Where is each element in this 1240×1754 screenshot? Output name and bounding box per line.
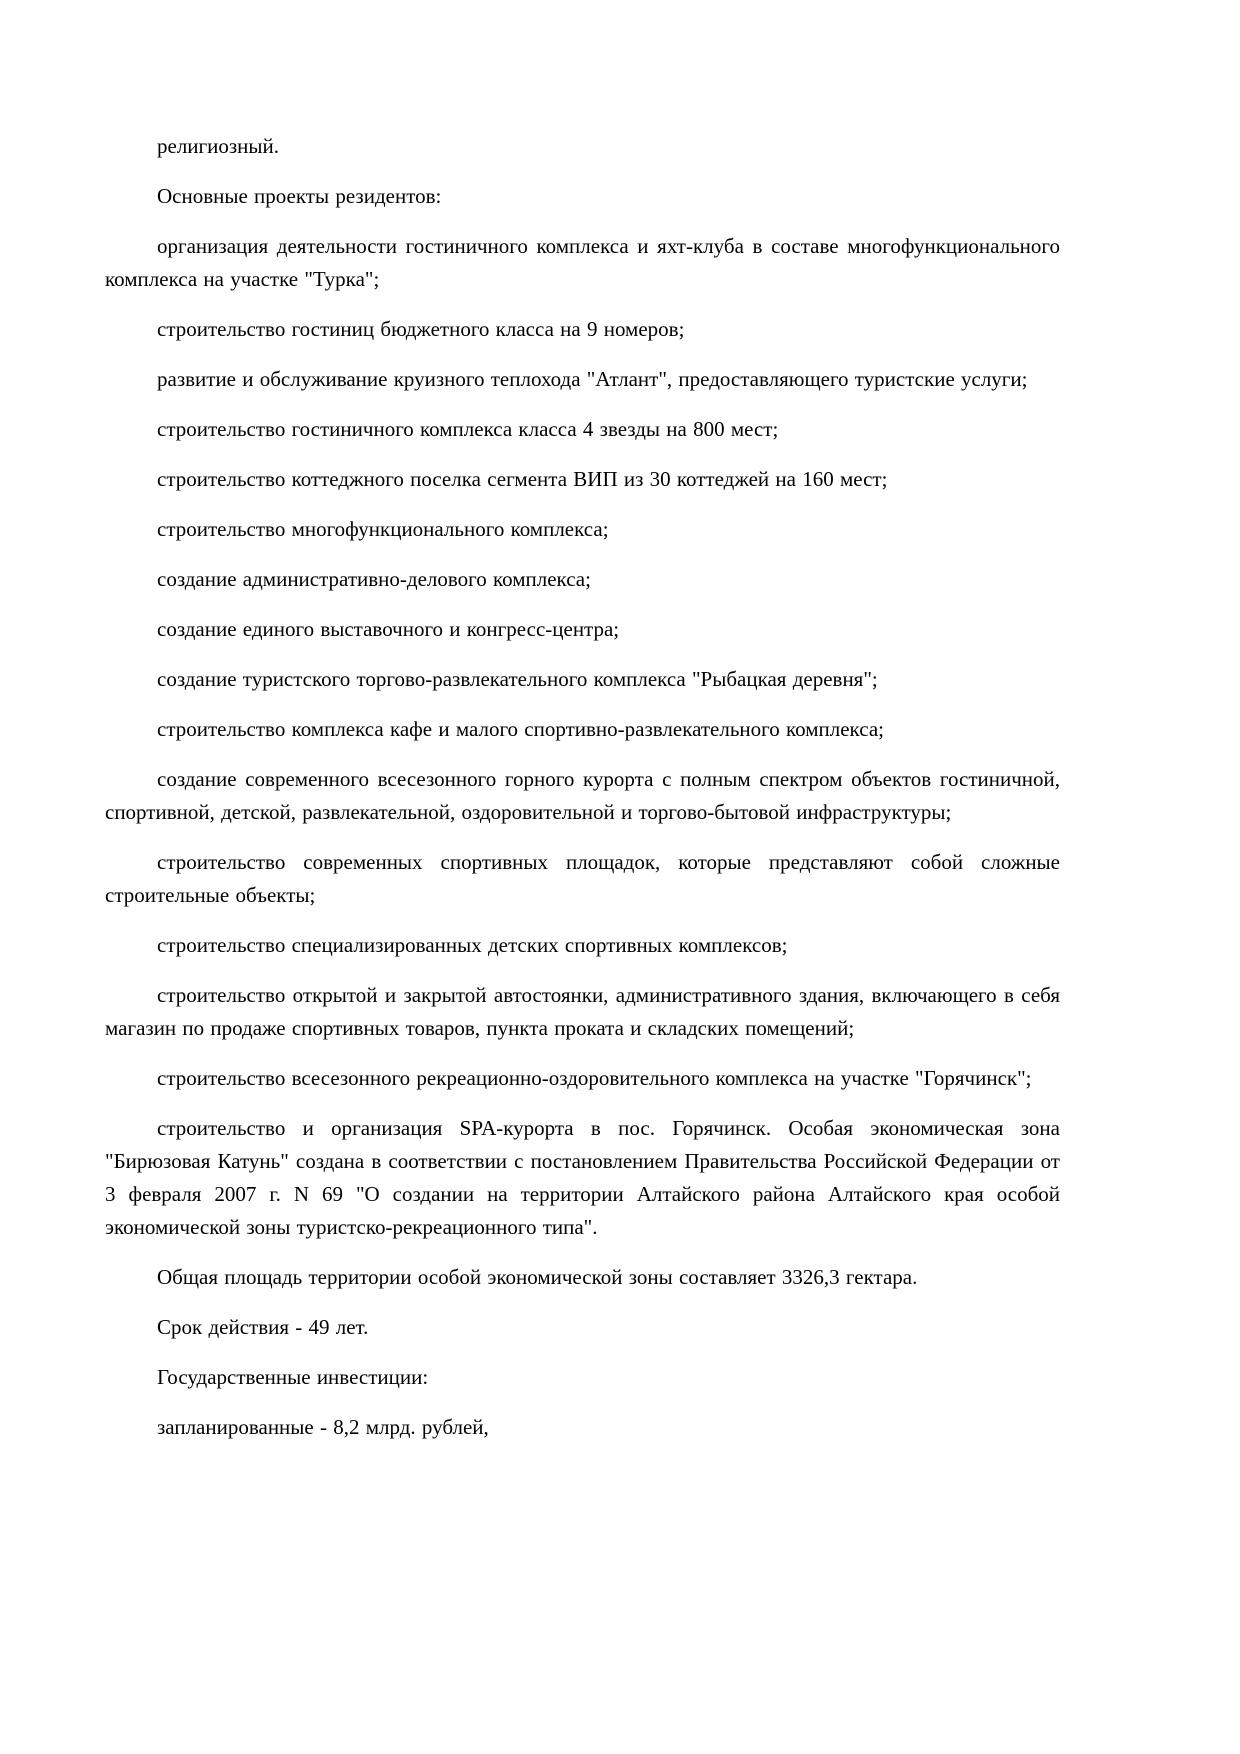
paragraph: создание единого выставочного и конгресс-центра; bbox=[157, 617, 620, 641]
paragraph: строительство многофункционального комплекса; bbox=[157, 517, 609, 541]
paragraph: строительство специализированных детских спортивных комплексов; bbox=[157, 933, 788, 957]
paragraph: организация деятельности гостиничного комплекса и яхт-клуба в составе многофункционального комплекса на участке "Турка"; bbox=[105, 234, 1060, 291]
paragraph: строительство комплекса кафе и малого спортивно-развлекательного комплекса; bbox=[157, 717, 884, 741]
paragraph: строительство гостиничного комплекса класса 4 звезды на 800 мест; bbox=[157, 417, 779, 441]
paragraph: строительство коттеджного поселка сегмента ВИП из 30 коттеджей на 160 мест; bbox=[157, 467, 888, 491]
paragraph: строительство открытой и закрытой автостоянки, административного здания, включающего в себя магазин по продаже спортивных товаров, пункта проката и складских помещений; bbox=[105, 983, 1060, 1040]
paragraph: строительство гостиниц бюджетного класса на 9 номеров; bbox=[157, 317, 685, 341]
paragraph: религиозный. bbox=[157, 134, 280, 158]
paragraph: строительство всесезонного рекреационно-оздоровительного комплекса на участке "Горячинск"; bbox=[157, 1066, 1032, 1090]
paragraph: строительство современных спортивных площадок, которые представляют собой сложные строительные объекты; bbox=[105, 850, 1060, 907]
paragraph: Основные проекты резидентов: bbox=[157, 184, 442, 208]
paragraph: создание административно-делового комплекса; bbox=[157, 567, 591, 591]
paragraph: Общая площадь территории особой экономической зоны составляет 3326,3 гектара. bbox=[157, 1265, 918, 1289]
paragraph: Государственные инвестиции: bbox=[157, 1365, 429, 1389]
paragraph: запланированные - 8,2 млрд. рублей, bbox=[157, 1415, 489, 1439]
paragraph: Срок действия - 49 лет. bbox=[157, 1315, 369, 1339]
paragraph: создание современного всесезонного горного курорта с полным спектром объектов гостиничной, спортивной, детской, развлекательной, оздоровительной и торгово-бытовой инфраструктуры; bbox=[105, 767, 1060, 824]
paragraph: строительство и организация SPA-курорта в пос. Горячинск. Особая экономическая зона "Бирюзовая Катунь" создана в соответствии с постановлением Правительства Российской Федерации от 3 февраля 2007 г. N 69 "О создании на территории Алтайского района Алтайского края особой экономической зоны туристско-рекреационного типа". bbox=[105, 1116, 1060, 1239]
paragraph: развитие и обслуживание круизного теплохода "Атлант", предоставляющего туристские услуги; bbox=[157, 367, 1028, 391]
paragraph: создание туристского торгово-развлекательного комплекса "Рыбацкая деревня"; bbox=[157, 667, 878, 691]
